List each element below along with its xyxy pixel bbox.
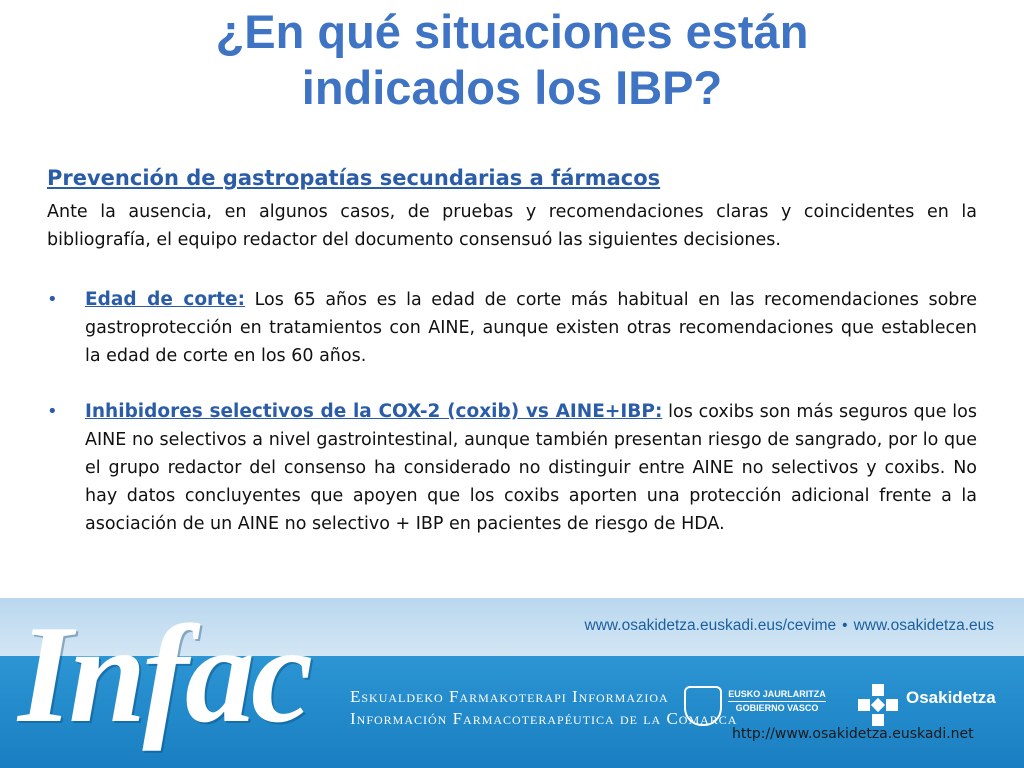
footer-urls bbox=[585, 617, 994, 635]
gobierno-vasco-text bbox=[728, 688, 826, 715]
page-title-line-2: indicados los IBP? bbox=[301, 61, 723, 114]
bullet-dot-icon: • bbox=[47, 289, 58, 310]
bottom-url-link[interactable]: http://www.osakidetza.euskadi.net bbox=[732, 726, 974, 742]
bullet-item-coxib bbox=[47, 398, 977, 538]
page-title-line-1: ¿En qué situaciones están bbox=[215, 5, 809, 58]
osakidetza-link[interactable]: www.osakidetza.eus bbox=[853, 617, 994, 634]
osakidetza-name: Osakidetza bbox=[906, 688, 996, 707]
osakidetza-logo bbox=[858, 684, 998, 728]
page-title bbox=[0, 4, 1024, 116]
footer-tagline bbox=[350, 686, 737, 730]
gv-line-1: EUSKO JAURLARITZA bbox=[728, 688, 826, 702]
bullet-text: Los 65 años es la edad de corte más habitual en las recomendaciones sobre gastroprotección en tratamientos con AINE, aunque existen otras recomendaciones que establecen la edad de corte en los 60 años. bbox=[85, 290, 977, 366]
bullet-dot-icon: • bbox=[47, 401, 58, 422]
section-heading: Prevención de gastropatías secundarias a fármacos bbox=[47, 166, 661, 190]
tagline-spanish: Información Farmacoterapéutica de la Comarca bbox=[350, 709, 738, 728]
bullet-item-edad bbox=[47, 286, 977, 370]
intro-paragraph: Ante la ausencia, en algunos casos, de pruebas y recomendaciones claras y coincidentes en la bibliografía, el equipo redactor del documento consensuó las siguientes decisiones. bbox=[47, 202, 977, 250]
osakidetza-cross-icon bbox=[858, 684, 898, 726]
tagline-basque: Eskualdeko Farmakoterapi Informazioa bbox=[350, 687, 669, 706]
main-content bbox=[47, 160, 977, 566]
shield-icon bbox=[684, 686, 722, 726]
gobierno-vasco-logo bbox=[684, 686, 828, 730]
infac-logo: Infac bbox=[18, 598, 310, 752]
bullet-title: Inhibidores selectivos de la COX-2 (coxib) vs AINE+IBP: bbox=[85, 401, 663, 422]
url-separator: • bbox=[842, 617, 848, 634]
cevime-link[interactable]: www.osakidetza.euskadi.eus/cevime bbox=[584, 617, 837, 634]
footer-banner bbox=[0, 598, 1024, 768]
gv-line-2: GOBIERNO VASCO bbox=[735, 703, 819, 713]
bullet-text: los coxibs son más seguros que los AINE no selectivos a nivel gastrointestinal, aunque también presentan riesgo de sangrado, por lo que el grupo redactor del consenso ha considerado no distinguir entre AINE no selectivos y coxibs. No hay datos concluyentes que apoyen que los coxibs aporten una protección adicional frente a la asociación de un AINE no selectivo + IBP en pacientes de riesgo de HDA. bbox=[85, 402, 977, 534]
bullet-title: Edad de corte: bbox=[85, 289, 245, 310]
